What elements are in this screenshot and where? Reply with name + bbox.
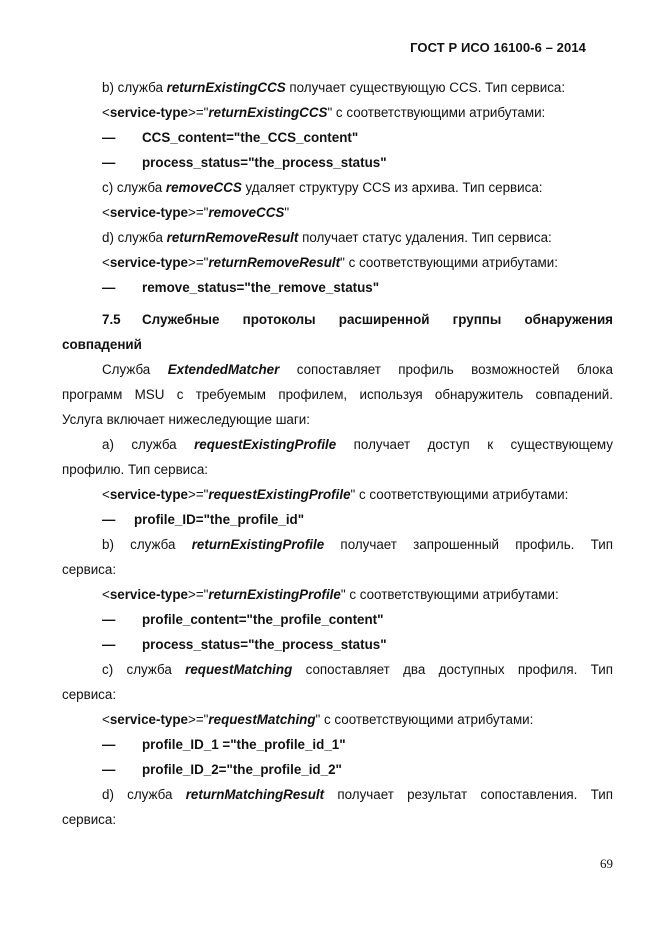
paragraph-line: a) служба requestExistingProfile получает доступ к существующему — [102, 437, 613, 452]
paragraph-line: профилю. Тип сервиса: — [62, 462, 209, 477]
paragraph-line: Услуга включает нижеследующие шаги: — [62, 412, 310, 427]
paragraph-line: Служба ExtendedMatcher сопоставляет профиль возможностей блока — [102, 362, 613, 377]
attribute-item: — process_status="the_process_status" — [102, 155, 387, 170]
attribute-item: — profile_content="the_profile_content" — [102, 612, 384, 627]
document-header: ГОСТ Р ИСО 16100-6 – 2014 — [410, 40, 586, 55]
attribute-item: — remove_status="the_remove_status" — [102, 280, 380, 295]
document-body — [62, 75, 613, 832]
attribute-item: — profile_ID_1 ="the_profile_id_1" — [102, 737, 346, 752]
paragraph-line: c) служба requestMatching сопоставляет два доступных профиля. Тип — [102, 662, 613, 677]
attribute-item: — CCS_content="the_CCS_content" — [102, 130, 359, 145]
paragraph-line: сервиса: — [62, 562, 117, 577]
paragraph-line: программ MSU с требуемым профилем, используя обнаружитель совпадений. — [62, 387, 613, 402]
text-line: d) служба returnRemoveResult получает статус удаления. Тип сервиса: — [102, 230, 552, 245]
text-line: b) служба returnExistingCCS получает существующую CCS. Тип сервиса: — [102, 80, 566, 95]
attribute-item: — profile_ID_2="the_profile_id_2" — [102, 762, 342, 777]
service-type-line: <service-type>="returnExistingCCS" с соответствующими атрибутами: — [102, 105, 546, 120]
attribute-item: — profile_ID="the_profile_id" — [102, 512, 305, 527]
paragraph-line: сервиса: — [62, 812, 117, 827]
paragraph-line: b) служба returnExistingProfile получает запрошенный профиль. Тип — [102, 537, 613, 552]
service-type-line: <service-type>="removeCCS" — [102, 205, 290, 220]
attribute-item: — process_status="the_process_status" — [102, 637, 387, 652]
text-line: c) служба removeCCS удаляет структуру CCS из архива. Тип сервиса: — [102, 180, 543, 195]
service-type-line: <service-type>="requestExistingProfile" с соответствующими атрибутами: — [102, 487, 569, 502]
service-type-line: <service-type>="returnExistingProfile" с соответствующими атрибутами: — [102, 587, 559, 602]
paragraph-line: сервиса: — [62, 687, 117, 702]
service-type-line: <service-type>="returnRemoveResult" с соответствующими атрибутами: — [102, 255, 558, 270]
service-type-line: <service-type>="requestMatching" с соответствующими атрибутами: — [102, 712, 534, 727]
paragraph-line: d) служба returnMatchingResult получает результат сопоставления. Тип — [102, 787, 613, 802]
section-heading: 7.5 Служебные протоколы расширенной группы обнаружения — [102, 312, 613, 327]
section-heading-continued: совпадений — [62, 337, 142, 352]
page-number: 69 — [600, 856, 613, 871]
